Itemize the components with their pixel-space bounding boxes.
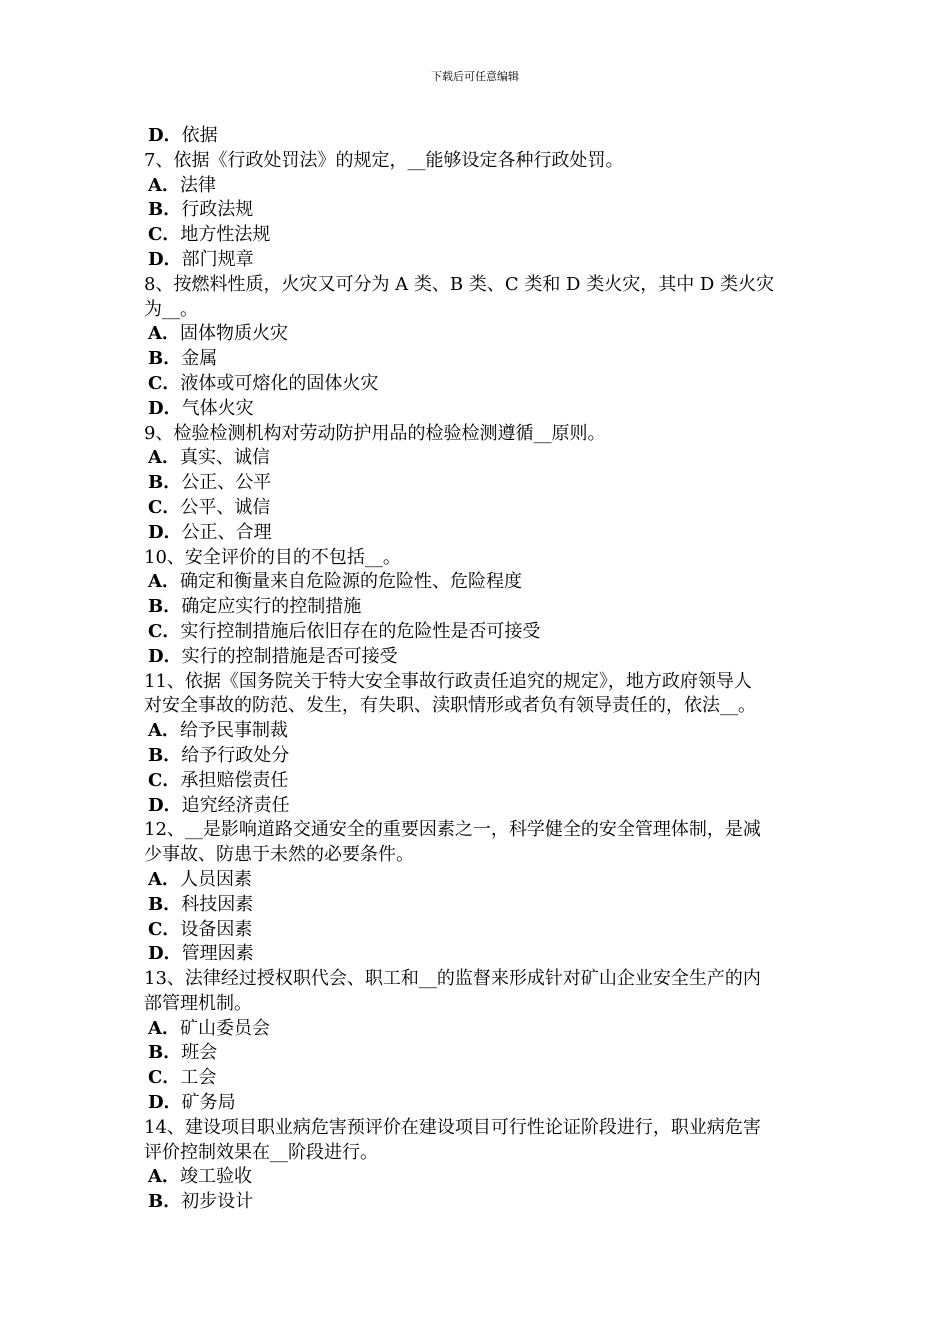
option-separator: ．	[163, 472, 182, 494]
option-letter: B	[148, 348, 164, 370]
option-separator: ．	[161, 1017, 180, 1039]
answer-option	[144, 372, 814, 397]
option-separator: ．	[162, 769, 181, 791]
option-letter: D	[148, 794, 164, 816]
option-letter: A	[148, 720, 162, 742]
option-text: 法律	[179, 174, 216, 196]
option-letter: C	[148, 224, 163, 246]
option-separator: ．	[161, 571, 180, 593]
option-separator: ．	[163, 645, 182, 667]
option-letter: D	[148, 645, 164, 667]
option-text: 部门规章	[181, 248, 254, 270]
answer-option	[144, 1190, 814, 1215]
answer-option	[144, 645, 814, 670]
option-letter: D	[148, 1092, 164, 1114]
option-text: 行政法规	[181, 199, 254, 221]
option-text: 初步设计	[181, 1191, 254, 1213]
option-separator: ．	[163, 1042, 182, 1064]
option-separator: ．	[161, 447, 180, 469]
option-letter: C	[148, 620, 163, 642]
question-text: 少事故、防患于未然的必要条件。	[144, 844, 414, 866]
option-letter: B	[148, 1191, 164, 1213]
option-separator: ．	[163, 348, 182, 370]
option-text: 矿山委员会	[179, 1017, 270, 1039]
option-separator: ．	[163, 794, 182, 816]
option-letter: C	[148, 918, 163, 940]
answer-option	[144, 595, 814, 620]
option-text: 管理因素	[181, 943, 254, 965]
option-letter: D	[148, 248, 164, 270]
option-separator: ．	[161, 868, 180, 890]
answer-option	[144, 918, 814, 943]
option-separator: ．	[163, 248, 182, 270]
option-text: 科技因素	[181, 893, 254, 915]
option-text: 竣工验收	[179, 1166, 252, 1188]
answer-option	[144, 769, 814, 794]
option-text: 矿务局	[181, 1092, 236, 1114]
answer-option	[144, 124, 814, 149]
option-text: 确定应实行的控制措施	[181, 596, 362, 618]
question-text: 14、建设项目职业病危害预评价在建设项目可行性论证阶段进行，职业病危害	[144, 1116, 761, 1138]
option-separator: ．	[163, 125, 182, 146]
answer-option	[144, 1165, 814, 1190]
answer-option	[144, 471, 814, 496]
option-separator: ．	[162, 1067, 181, 1089]
answer-option	[144, 223, 814, 248]
option-separator: ．	[163, 521, 182, 543]
question-text: 12、__是影响道路交通安全的重要因素之一，科学健全的安全管理体制，是减	[144, 819, 761, 841]
option-letter: D	[148, 125, 164, 146]
option-separator: ．	[162, 224, 181, 246]
option-text: 液体或可熔化的固体火灾	[180, 372, 379, 394]
option-letter: B	[148, 744, 164, 766]
option-text: 工会	[180, 1067, 217, 1089]
option-letter: C	[148, 496, 163, 518]
option-text: 公正、合理	[181, 521, 272, 543]
option-text: 金属	[181, 348, 218, 370]
option-text: 真实、诚信	[179, 447, 270, 469]
option-separator: ．	[163, 1092, 182, 1114]
option-separator: ．	[163, 1191, 182, 1213]
document-body	[144, 124, 814, 1215]
option-text: 依据	[181, 125, 218, 146]
option-separator: ．	[163, 943, 182, 965]
question-text: 对安全事故的防范、发生，有失职、渎职情形或者负有领导责任的，依法__。	[144, 695, 756, 717]
option-text: 追究经济责任	[181, 794, 290, 816]
option-letter: B	[148, 893, 164, 915]
question-text: 7、依据《行政处罚法》的规定，__能够设定各种行政处罚。	[144, 149, 624, 171]
option-separator: ．	[162, 372, 181, 394]
option-separator: ．	[163, 893, 182, 915]
option-separator: ．	[161, 1166, 180, 1188]
option-letter: C	[148, 372, 163, 394]
option-letter: A	[148, 174, 162, 196]
option-letter: A	[148, 323, 162, 345]
option-letter: C	[148, 1067, 163, 1089]
option-letter: B	[148, 199, 164, 221]
option-text: 设备因素	[180, 918, 253, 940]
option-text: 人员因素	[179, 868, 252, 890]
answer-option	[144, 868, 814, 893]
answer-option	[144, 620, 814, 645]
option-text: 班会	[181, 1042, 218, 1064]
option-text: 给予行政处分	[181, 744, 290, 766]
option-text: 固体物质火灾	[179, 323, 288, 345]
option-separator: ．	[162, 918, 181, 940]
option-letter: C	[148, 769, 163, 791]
option-text: 实行的控制措施是否可接受	[181, 645, 398, 667]
answer-option	[144, 794, 814, 819]
question-text: 11、依据《国务院关于特大安全事故行政责任追究的规定》，地方政府领导人	[144, 670, 752, 692]
question-text: 13、法律经过授权职代会、职工和__的监督来形成针对矿山企业安全生产的内	[144, 968, 761, 990]
option-separator: ．	[162, 620, 181, 642]
option-letter: A	[148, 1017, 162, 1039]
answer-option	[144, 719, 814, 744]
answer-option	[144, 1017, 814, 1042]
option-letter: A	[148, 868, 162, 890]
question-text: 部管理机制。	[144, 992, 252, 1014]
option-letter: A	[148, 571, 162, 593]
option-letter: B	[148, 596, 164, 618]
option-separator: ．	[163, 199, 182, 221]
option-text: 公正、公平	[181, 472, 272, 494]
answer-option	[144, 942, 814, 967]
option-separator: ．	[161, 174, 180, 196]
option-text: 承担赔偿责任	[180, 769, 289, 791]
question-text: 10、安全评价的目的不包括__。	[144, 546, 401, 568]
answer-option	[144, 1066, 814, 1091]
option-letter: D	[148, 521, 164, 543]
answer-option	[144, 248, 814, 273]
answer-option	[144, 496, 814, 521]
option-text: 公平、诚信	[180, 496, 271, 518]
answer-option	[144, 347, 814, 372]
answer-option	[144, 1041, 814, 1066]
option-text: 给予民事制裁	[179, 720, 288, 742]
page-header: 下载后可任意编辑	[431, 70, 519, 83]
question-text: 8、按燃料性质，火灾又可分为 A 类、B 类、C 类和 D 类火灾，其中 D 类火灾	[144, 273, 775, 295]
answer-option	[144, 893, 814, 918]
answer-option	[144, 744, 814, 769]
answer-option	[144, 397, 814, 422]
answer-option	[144, 198, 814, 223]
answer-option	[144, 322, 814, 347]
option-letter: A	[148, 1166, 162, 1188]
option-letter: D	[148, 943, 164, 965]
option-separator: ．	[163, 744, 182, 766]
option-separator: ．	[161, 323, 180, 345]
option-letter: B	[148, 472, 164, 494]
answer-option	[144, 174, 814, 199]
option-separator: ．	[161, 720, 180, 742]
option-separator: ．	[163, 397, 182, 419]
answer-option	[144, 521, 814, 546]
option-text: 气体火灾	[181, 397, 254, 419]
option-text: 实行控制措施后依旧存在的危险性是否可接受	[180, 620, 541, 642]
question-text: 评价控制效果在__阶段进行。	[144, 1141, 378, 1163]
question-text: 为__。	[144, 298, 198, 320]
answer-option	[144, 570, 814, 595]
option-letter: D	[148, 397, 164, 419]
answer-option	[144, 1091, 814, 1116]
option-letter: A	[148, 447, 162, 469]
option-text: 地方性法规	[180, 224, 271, 246]
option-separator: ．	[162, 496, 181, 518]
option-separator: ．	[163, 596, 182, 618]
option-letter: B	[148, 1042, 164, 1064]
option-text: 确定和衡量来自危险源的危险性、危险程度	[179, 571, 522, 593]
answer-option	[144, 446, 814, 471]
question-text: 9、检验检测机构对劳动防护用品的检验检测遵循__原则。	[144, 422, 606, 444]
